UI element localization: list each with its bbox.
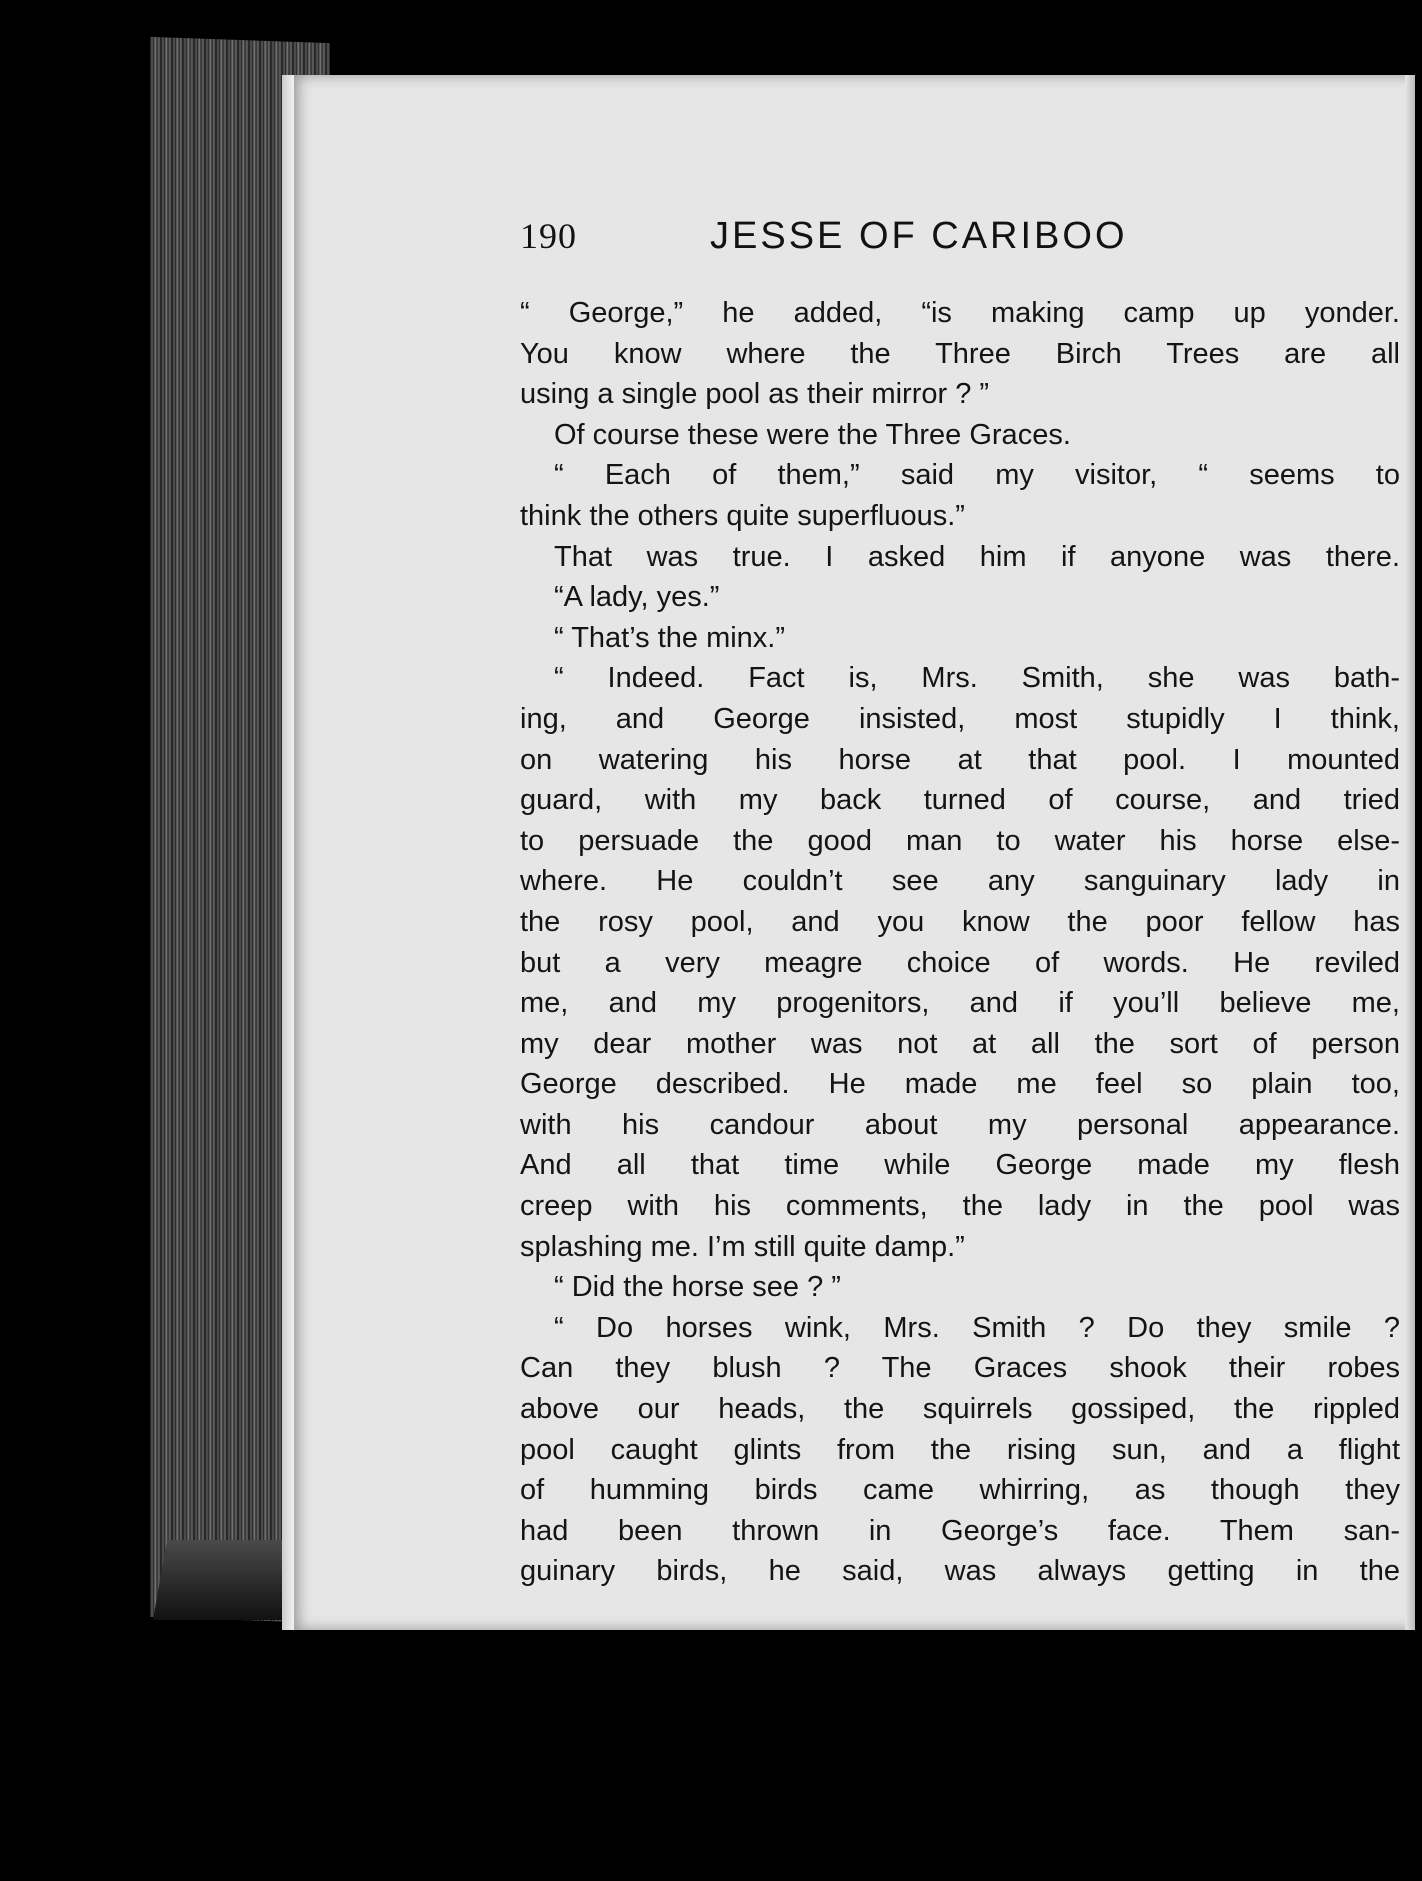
text-line: pool caught glints from the rising sun, and a flight [520, 1433, 1400, 1466]
text-line: ing, and George insisted, most stupidly I think, [520, 702, 1400, 735]
text-line: “ Do horses wink, Mrs. Smith ? Do they smile ? [554, 1311, 1400, 1344]
text-line: “ Indeed. Fact is, Mrs. Smith, she was bath- [554, 662, 1400, 695]
text-line: splashing me. I’m still quite damp.” [520, 1230, 965, 1263]
text-line: guinary birds, he said, was always getting in the [520, 1555, 1400, 1588]
text-line: “ Each of them,” said my visitor, “ seems to [554, 459, 1400, 492]
text-line: That was true. I asked him if anyone was there. [554, 540, 1400, 573]
text-line: using a single pool as their mirror ? ” [520, 378, 990, 411]
text-line: on watering his horse at that pool. I mounted [520, 743, 1400, 776]
text-line: think the others quite superfluous.” [520, 499, 965, 532]
text-line: “ Did the horse see ? ” [554, 1271, 841, 1304]
text-line: creep with his comments, the lady in the pool was [520, 1190, 1400, 1223]
running-title: JESSE OF CARIBOO [710, 215, 1128, 257]
text-line: “ George,” he added, “is making camp up yonder. [520, 297, 1400, 329]
text-line: to persuade the good man to water his horse else- [520, 824, 1400, 857]
text-line: where. He couldn’t see any sanguinary lady in [520, 865, 1400, 898]
text-line: “A lady, yes.” [554, 581, 720, 614]
text-line: above our heads, the squirrels gossiped, the rippled [520, 1393, 1400, 1426]
book-page [290, 75, 1415, 1630]
text-line: Can they blush ? The Graces shook their robes [520, 1352, 1400, 1385]
text-line: You know where the Three Birch Trees are all [520, 337, 1400, 370]
text-line: me, and my progenitors, and if you’ll believe me, [520, 987, 1400, 1020]
body-text [520, 293, 1400, 1592]
text-line: Of course these were the Three Graces. [554, 418, 1071, 451]
text-line: but a very meagre choice of words. He reviled [520, 946, 1400, 979]
text-line: had been thrown in George’s face. Them san- [520, 1514, 1400, 1547]
text-line: with his candour about my personal appearance. [520, 1108, 1400, 1141]
page-header [520, 215, 1400, 275]
text-line: And all that time while George made my flesh [520, 1149, 1400, 1182]
page-number: 190 [520, 216, 577, 256]
text-line: of humming birds came whirring, as though they [520, 1474, 1400, 1507]
text-line: guard, with my back turned of course, and tried [520, 784, 1400, 817]
text-line: my dear mother was not at all the sort of person [520, 1027, 1400, 1060]
text-line: “ That’s the minx.” [554, 621, 786, 654]
text-line: George described. He made me feel so plain too, [520, 1068, 1400, 1101]
text-line: the rosy pool, and you know the poor fellow has [520, 905, 1400, 938]
